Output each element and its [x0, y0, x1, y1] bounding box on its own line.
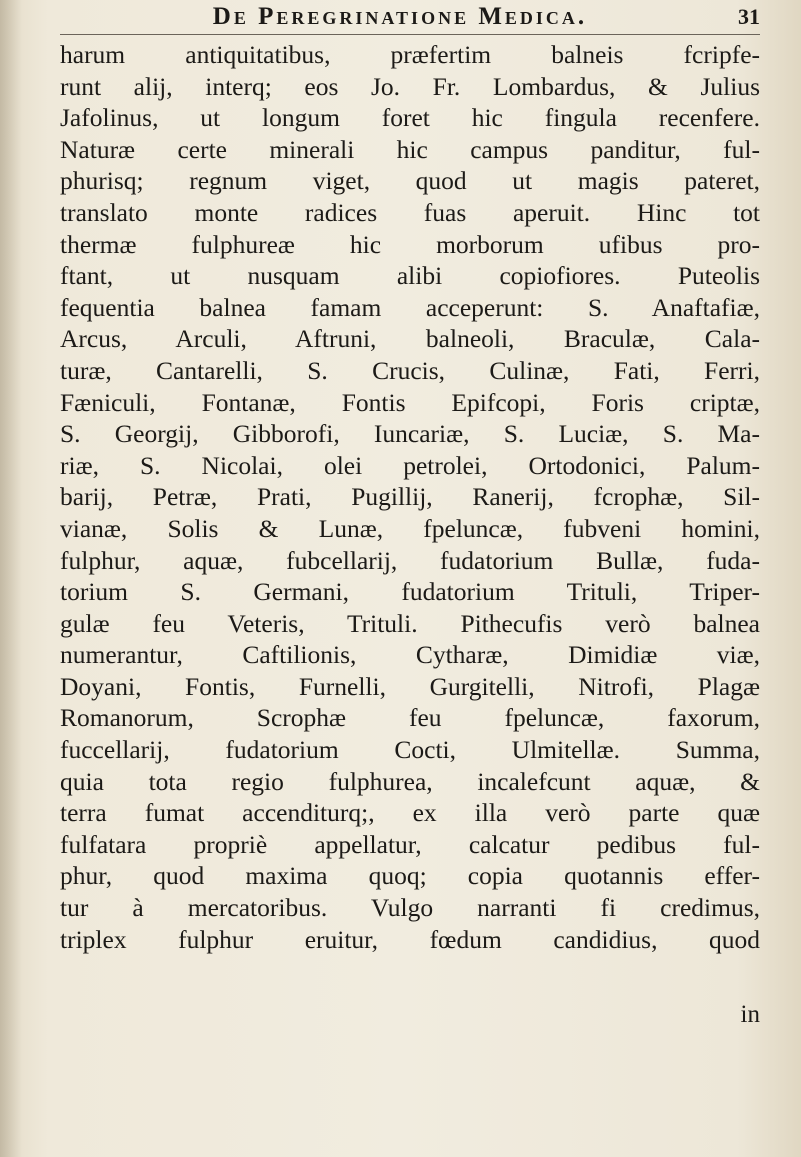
text-line: gulæ feu Veteris, Trituli. Pithecufis verò balnea: [60, 608, 760, 638]
text-line: fulfatara propriè appellatur, calcatur pedibus ful-: [60, 829, 760, 859]
text-line: riæ, S. Nicolai, olei petrolei, Ortodonici, Palum-: [60, 450, 760, 480]
body-text: [60, 39, 760, 955]
text-line: translato monte radices fuas aperuit. Hinc tot: [60, 197, 760, 227]
text-line: thermæ fulphureæ hic morborum ufibus pro-: [60, 229, 760, 259]
text-line: tur à mercatoribus. Vulgo narranti fi credimus,: [60, 893, 760, 923]
text-line: terra fumat accenditurq;, ex illa verò parte quæ: [60, 798, 760, 828]
text-line: quia tota regio fulphurea, incalefcunt aquæ, &: [60, 766, 760, 796]
text-line: Naturæ certe minerali hic campus panditur, ful-: [60, 134, 760, 164]
text-line: barij, Petræ, Prati, Pugillij, Ranerij, fcrophæ, Sil-: [60, 482, 760, 512]
text-line: Jafolinus, ut longum foret hic fingula recenfere.: [60, 103, 760, 133]
running-title: De Peregrinatione Medica.: [212, 3, 588, 30]
text-line: Romanorum, Scrophæ feu fpeluncæ, faxorum,: [60, 703, 760, 733]
text-line: phurisq; regnum viget, quod ut magis pateret,: [60, 166, 760, 196]
running-head: [60, 0, 760, 35]
text-line: harum antiquitatibus, præfertim balneis fcripfe-: [60, 40, 760, 69]
catchword: in: [740, 1001, 760, 1028]
text-line: vianæ, Solis & Lunæ, fpeluncæ, fubveni homini,: [60, 513, 760, 543]
text-line: Fæniculi, Fontanæ, Fontis Epifcopi, Foris criptæ,: [60, 387, 760, 417]
text-line: S. Georgij, Gibborofi, Iuncariæ, S. Luciæ, S. Ma-: [60, 419, 760, 449]
text-line: fequentia balnea famam acceperunt: S. Anaftafiæ,: [60, 292, 760, 322]
page-number: 31: [738, 4, 760, 29]
text-line: torium S. Germani, fudatorium Trituli, Triper-: [60, 577, 760, 607]
text-line: triplex fulphur eruitur, fœdum candidius, quod: [60, 924, 760, 954]
text-line: runt alij, interq; eos Jo. Fr. Lombardus, & Julius: [60, 71, 760, 101]
text-line: Arcus, Arculi, Aftruni, balneoli, Braculæ, Cala-: [60, 324, 760, 354]
text-line: fulphur, aquæ, fubcellarij, fudatorium Bullæ, fuda-: [60, 545, 760, 575]
text-line: turæ, Cantarelli, S. Crucis, Culinæ, Fati, Ferri,: [60, 355, 760, 385]
text-line: numerantur, Caftilionis, Cytharæ, Dimidiæ viæ,: [60, 640, 760, 670]
text-line: phur, quod maxima quoq; copia quotannis effer-: [60, 861, 760, 891]
text-line: Doyani, Fontis, Furnelli, Gurgitelli, Nitrofi, Plagæ: [60, 671, 760, 701]
gutter-shadow: [0, 0, 22, 1157]
text-line: ftant, ut nusquam alibi copiofiores. Puteolis: [60, 261, 760, 291]
text-line: fuccellarij, fudatorium Cocti, Ulmitellæ. Summa,: [60, 735, 760, 765]
